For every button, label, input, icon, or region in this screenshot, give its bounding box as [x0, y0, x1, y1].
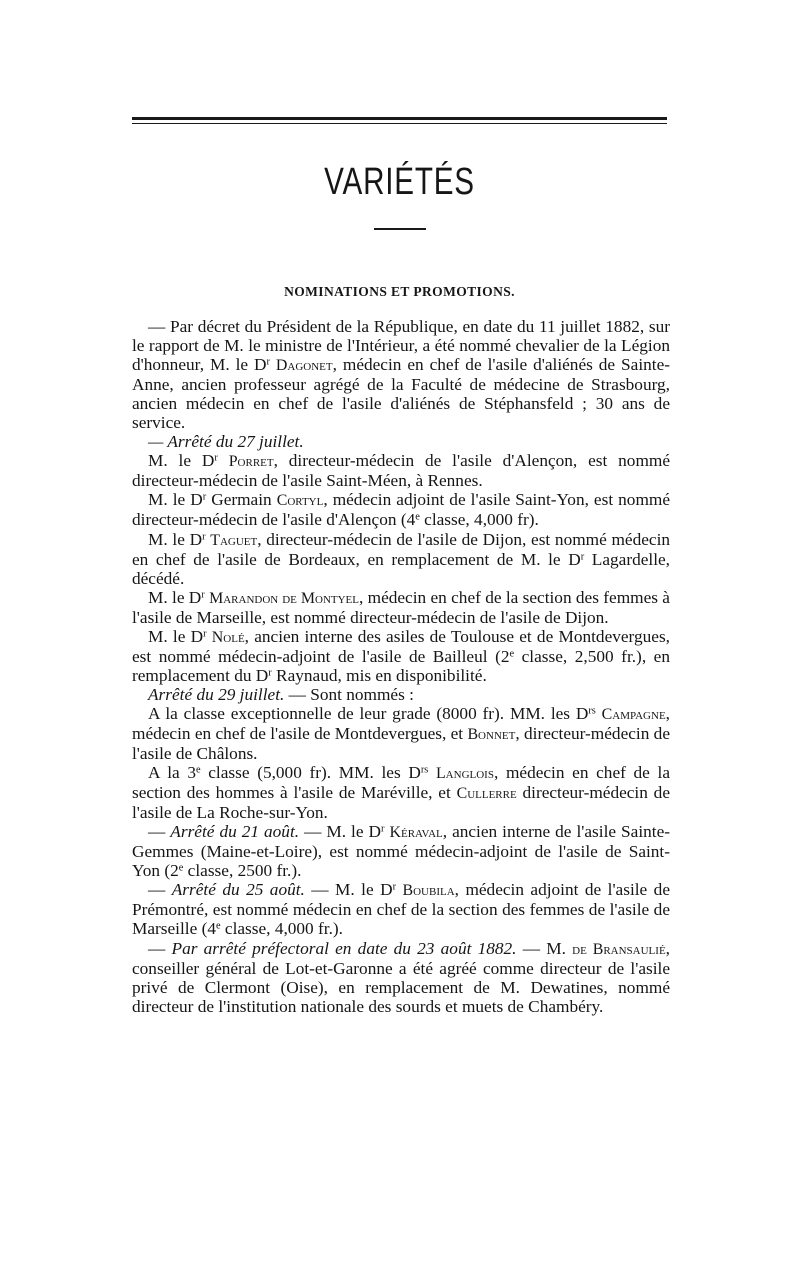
- paragraph-marandon: M. le $D^r$ Marandon de Montyel, médecin en chef de la section des femmes à l'asile de Marseille, est nommé directeur-médecin de l'asile de Dijon.: [132, 587, 670, 627]
- paragraph-arrete-29-juillet: Arrêté du 29 juillet. — Sont nommés :: [148, 684, 414, 704]
- paragraph-bransaulie: — Par arrêté préfectoral en date du 23 août 1882. — M. de Bransaulié, conseiller général de Lot-et-Garonne a été agréé comme directeur de l'asile privé de Clermont (Oise), en remplacement de M. Dewatines, nommé directeur de l'institution nationale des sourds et muets de Chambéry.: [132, 938, 670, 1016]
- title-underline: [374, 228, 426, 230]
- paragraph-taguet: M. le $D^r$ Taguet, directeur-médecin de l'asile de Dijon, est nommé médecin en chef de l'asile de Bordeaux, en remplacement de M. le $D^r$ Lagardelle, décédé.: [132, 529, 671, 588]
- person-name: Bonnet: [467, 725, 516, 743]
- person-name: Kéraval: [389, 824, 443, 842]
- section-subtitle: NOMINATIONS ET PROMOTIONS.: [284, 284, 515, 299]
- person-name: Langlois: [435, 765, 494, 783]
- paragraph-cortyl: M. le $D^r$ Germain Cortyl, médecin adjoint de l'asile Saint-Yon, est nommé directeur-médecin de l'asile d'Alençon (4e classe, 4,000 fr).: [132, 490, 671, 530]
- paragraph-boubila: — Arrêté du 25 août. — M. le $D^r$ Boubila, médecin adjoint de l'asile de Prémontré, est nommé médecin en chef de la section des femmes de l'asile de Marseille (4e classe, 4,000 fr.).: [132, 880, 670, 939]
- paragraph-keraval: — Arrêté du 21 août. — M. le $D^r$ Kéraval, ancien interne de l'asile Sainte-Gemmes (Maine-et-Loire), est nommé médecin-adjoint de l'asile de Saint-Yon (2e classe, 2500 fr.).: [132, 822, 671, 881]
- person-name: Cortyl: [276, 492, 324, 510]
- person-name: Boubila: [402, 882, 455, 900]
- person-name: Taguet: [210, 531, 258, 549]
- person-name: Dagonet: [275, 357, 333, 375]
- person-name: Campagne: [601, 705, 666, 723]
- paragraph-troisieme-classe: A la 3e classe (5,000 fr). MM. les $D^{rs}$ Langlois, médecin en chef de la section des hommes à l'asile de Maréville, et Cullerre directeur-médecin de l'asile de La Roche-sur-Yon.: [132, 763, 670, 823]
- article-body: [132, 317, 670, 1016]
- paragraph-arrete-27-juillet: — Arrêté du 27 juillet.: [148, 432, 304, 452]
- person-name: Nolé: [211, 628, 245, 646]
- section-title: VARIÉTÉS: [324, 161, 475, 203]
- person-name: Cullerre: [456, 785, 517, 803]
- person-name: Porret: [228, 453, 274, 471]
- paragraph-classe-exceptionnelle: A la classe exceptionnelle de leur grade (8000 fr). MM. les $D^{rs}$ Campagne, médecin en chef de l'asile de Montdevergues, et Bonnet, directeur-médecin de l'asile de Châlons.: [132, 703, 670, 764]
- header-rule-thick: [132, 117, 667, 120]
- paragraph-decret: — Par décret du Président de la République, en date du 11 juillet 1882, sur le rapport de M. le ministre de l'Intérieur, a été nommé chevalier de la Légion d'honneur, M. le $D^r$ Dagonet, médecin en chef de l'asile d'aliénés de Sainte-Anne, ancien professeur agrégé de la Faculté de médecine de Strasbourg, ancien médecin en chef de l'asile d'aliénés de Stéphansfeld ; 30 ans de service.: [132, 317, 670, 433]
- paragraph-porret: M. le $D^r$ Porret, directeur-médecin de l'asile d'Alençon, est nommé directeur-médecin de l'asile Saint-Méen, à Rennes.: [132, 451, 671, 491]
- person-name: de Bransaulié: [572, 940, 666, 958]
- person-name: Marandon de Montyel: [209, 589, 359, 607]
- header-rule-thin: [132, 123, 667, 124]
- paragraph-nole: M. le $D^r$ Nolé, ancien interne des asiles de Toulouse et de Montdevergues, est nommé médecin-adjoint de l'asile de Bailleul (2e classe, 2,500 fr.), en remplacement du $D^r$ Raynaud, mis en disponibilité.: [132, 626, 670, 685]
